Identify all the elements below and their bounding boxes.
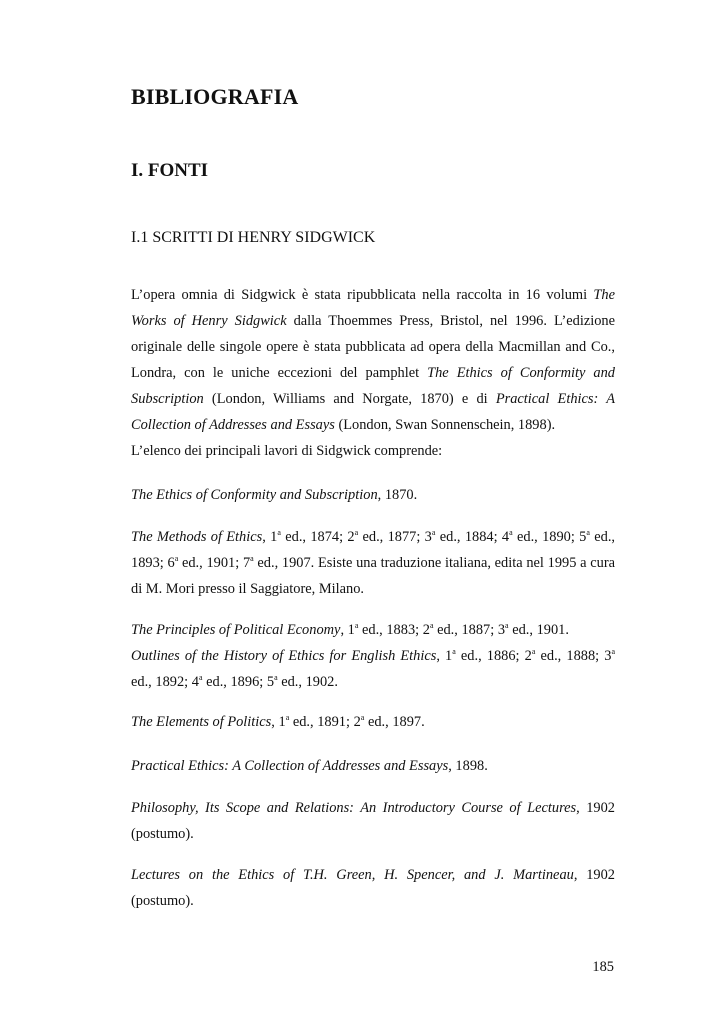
entry-details: ed., 1887; 3 bbox=[433, 622, 506, 638]
intro-text-2: dalla Thoemmes Press, Bristol, nel 1996. L’edizione originale delle singole opere è stata pubblicata ad opera della Macmillan and Co., Londra, con le uniche eccezioni del pamphlet bbox=[131, 313, 615, 381]
conformity-title: The Ethics of Conformity and Subscription bbox=[131, 365, 615, 407]
bibliography-entry bbox=[131, 482, 615, 508]
ordinal-suffix: a bbox=[354, 528, 359, 537]
entry-details: ed., 1874; 2 bbox=[280, 529, 355, 545]
entry-details: ed., 1902. bbox=[277, 674, 338, 690]
entry-title: The Principles of Political Economy bbox=[131, 622, 341, 638]
bibliography-entry bbox=[131, 795, 615, 847]
intro-text-3: (London, Williams and Norgate, 1870) e di bbox=[203, 391, 496, 407]
works-title: The Works of Henry Sidgwick bbox=[131, 287, 615, 329]
entry-title: Lectures on the Ethics of T.H. Green, H. Spencer, and J. Martineau bbox=[131, 867, 574, 883]
entry-details: , 1 bbox=[271, 714, 286, 730]
ordinal-suffix: a bbox=[285, 713, 290, 722]
ordinal-suffix: a bbox=[531, 647, 536, 656]
entry-title: Outlines of the History of Ethics for English Ethics bbox=[131, 648, 437, 664]
entry-details: ed., 1883; 2 bbox=[358, 622, 430, 638]
section-heading: I. FONTI bbox=[131, 160, 209, 181]
entry-details: ed., 1901. bbox=[508, 622, 569, 638]
ordinal-suffix: a bbox=[277, 528, 281, 537]
entry-details: , 1902 (postumo). bbox=[131, 800, 615, 842]
ordinal-suffix: a bbox=[354, 621, 359, 630]
bibliography-entry bbox=[131, 709, 615, 735]
ordinal-suffix: a bbox=[360, 713, 365, 722]
ordinal-suffix: a bbox=[586, 528, 590, 537]
ordinal-suffix: a bbox=[509, 528, 513, 537]
intro-text-4: (London, Swan Sonnenschein, 1898). bbox=[334, 417, 556, 433]
entry-details: ed., 1892; 4 bbox=[131, 674, 199, 690]
entry-details: ed., 1886; 2 bbox=[455, 648, 532, 664]
entry-title: Practical Ethics: A Collection of Addresses and Essays bbox=[131, 758, 449, 774]
bibliography-entry bbox=[131, 643, 615, 695]
practical-title: Practical Ethics: A Collection of Addresses and Essays bbox=[131, 391, 615, 433]
ordinal-suffix: a bbox=[174, 554, 179, 563]
entry-title: Philosophy, Its Scope and Relations: An Introductory Course of Lectures bbox=[131, 800, 577, 816]
entry-details: , 1 bbox=[436, 648, 453, 664]
ordinal-suffix: a bbox=[431, 528, 436, 537]
ordinal-suffix: a bbox=[274, 673, 278, 682]
intro-text-1: L’opera omnia di Sidgwick è stata ripubblicata nella raccolta in 16 volumi bbox=[131, 287, 594, 303]
page-number: 185 bbox=[592, 959, 614, 975]
bibliography-entry bbox=[131, 862, 615, 914]
entry-details: , 1898. bbox=[448, 758, 488, 774]
entry-details: , 1 bbox=[340, 622, 355, 638]
entry-details: ed., 1884; 4 bbox=[435, 529, 510, 545]
ordinal-suffix: a bbox=[429, 621, 434, 630]
entry-details: ed., 1891; 2 bbox=[289, 714, 361, 730]
ordinal-suffix: a bbox=[452, 647, 456, 656]
entry-details: ed., 1901; 7 bbox=[178, 555, 251, 571]
entry-details: , 1 bbox=[262, 529, 278, 545]
entry-details: ed., 1888; 3 bbox=[535, 648, 612, 664]
entry-details: ed., 1890; 5 bbox=[512, 529, 587, 545]
entry-details: ed., 1877; 3 bbox=[358, 529, 432, 545]
bibliography-entry bbox=[131, 617, 615, 643]
ordinal-suffix: a bbox=[505, 621, 509, 630]
entry-details: ed., 1897. bbox=[364, 714, 425, 730]
ordinal-suffix: a bbox=[250, 554, 254, 563]
intro-paragraph bbox=[131, 282, 615, 464]
entry-details: , 1870. bbox=[377, 487, 418, 503]
entry-details: ed., 1896; 5 bbox=[202, 674, 275, 690]
entry-title: The Ethics of Conformity and Subscription bbox=[131, 487, 378, 503]
page-title: BIBLIOGRAFIA bbox=[131, 84, 299, 109]
list-intro: L’elenco dei principali lavori di Sidgwick comprende: bbox=[131, 443, 443, 459]
entry-details: ed., 1907. Esiste una traduzione italiana, edita nel 1995 a cura di M. Mori presso il Saggiatore, Milano. bbox=[131, 555, 615, 597]
entry-details: ed., 1893; 6 bbox=[131, 529, 616, 571]
bibliography-entry bbox=[131, 524, 615, 602]
entry-title: The Methods of Ethics bbox=[131, 529, 263, 545]
subsection-heading: I.1 SCRITTI DI HENRY SIDGWICK bbox=[131, 229, 376, 246]
ordinal-suffix: a bbox=[198, 673, 203, 682]
ordinal-suffix: a bbox=[611, 647, 615, 656]
entry-title: The Elements of Politics bbox=[131, 714, 272, 730]
entry-details: , 1902 (postumo). bbox=[131, 867, 615, 909]
bibliography-entry bbox=[131, 753, 615, 779]
